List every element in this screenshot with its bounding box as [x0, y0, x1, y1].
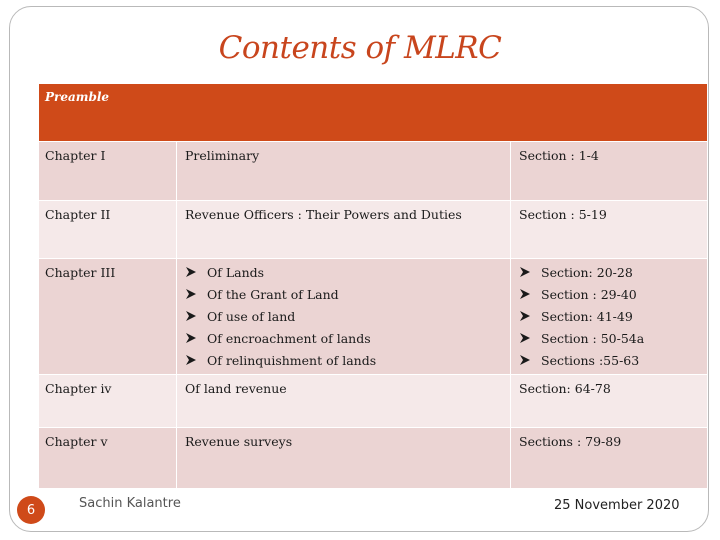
- list-item: Of Lands: [185, 261, 510, 283]
- arrow-bullet-icon: [519, 332, 531, 344]
- section-list-cell: [511, 259, 707, 375]
- slide-date: 25 November 2020: [554, 498, 680, 513]
- arrow-bullet-icon: [185, 310, 197, 322]
- section-cell: Sections : 79-89: [511, 428, 707, 488]
- list-item: Section: 20-28: [519, 261, 707, 283]
- list-item: Section: 41-49: [519, 305, 707, 327]
- list-item: Of encroachment of lands: [185, 327, 510, 349]
- section-list: [519, 259, 707, 371]
- chapter-cell: Chapter III: [39, 259, 177, 375]
- table-row: [39, 428, 707, 488]
- chapter-cell: Chapter v: [39, 428, 177, 488]
- table-row: [39, 375, 707, 428]
- list-item: Of the Grant of Land: [185, 283, 510, 305]
- table-row: [39, 201, 707, 259]
- page-number-badge: 6: [17, 496, 45, 524]
- list-item: Sections :55-63: [519, 349, 707, 371]
- section-cell: Section : 5-19: [511, 201, 707, 259]
- arrow-bullet-icon: [185, 288, 197, 300]
- arrow-bullet-icon: [519, 354, 531, 366]
- slide-title: Contents of MLRC: [218, 30, 502, 66]
- chapter-cell: Chapter iv: [39, 375, 177, 428]
- list-item: Section : 29-40: [519, 283, 707, 305]
- subject-cell: Revenue Officers : Their Powers and Duties: [177, 201, 511, 259]
- arrow-bullet-icon: [519, 266, 531, 278]
- arrow-bullet-icon: [185, 266, 197, 278]
- table-header-cell: Preamble: [39, 84, 707, 142]
- author-name: Sachin Kalantre: [79, 496, 181, 511]
- section-cell: Section: 64-78: [511, 375, 707, 428]
- arrow-bullet-icon: [185, 354, 197, 366]
- chapter-cell: Chapter II: [39, 201, 177, 259]
- arrow-bullet-icon: [185, 332, 197, 344]
- section-cell: Section : 1-4: [511, 142, 707, 201]
- subject-cell: Revenue surveys: [177, 428, 511, 488]
- subject-cell: Of land revenue: [177, 375, 511, 428]
- list-item: Section : 50-54a: [519, 327, 707, 349]
- subject-cell: Preliminary: [177, 142, 511, 201]
- chapter-cell: Chapter I: [39, 142, 177, 201]
- table-row: [39, 142, 707, 201]
- subject-list: [185, 259, 510, 371]
- list-item: Of use of land: [185, 305, 510, 327]
- table-header-row: [39, 84, 707, 142]
- table-row: [39, 259, 707, 375]
- arrow-bullet-icon: [519, 310, 531, 322]
- contents-table: [38, 83, 707, 488]
- subject-list-cell: [177, 259, 511, 375]
- list-item: Of relinquishment of lands: [185, 349, 510, 371]
- arrow-bullet-icon: [519, 288, 531, 300]
